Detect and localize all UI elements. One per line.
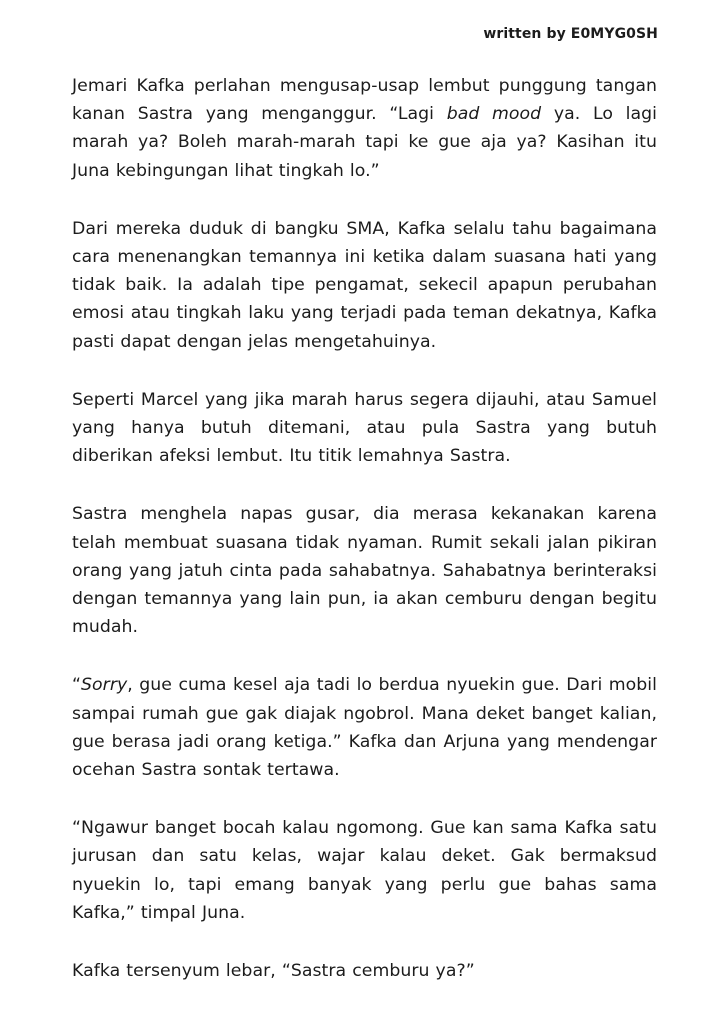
text-segment: Sastra menghela napas gusar, dia merasa kekanakan karena telah membuat suasana tidak nyaman. Rumit sekali jalan pikiran orang yang jatuh cinta pada sahabatnya. Sahabatnya berinteraksi dengan temannya yang lain pun, ia akan cemburu dengan begitu mudah. (72, 504, 657, 638)
text-segment: Kafka tersenyum lebar, “Sastra cemburu ya?” (72, 961, 475, 982)
paragraph-3 (72, 386, 657, 471)
italic-text: bad mood (446, 104, 542, 125)
text-segment: Seperti Marcel yang jika marah harus segera dijauhi, atau Samuel yang hanya butuh ditemani, atau pula Sastra yang butuh diberikan afeksi lembut. Itu titik lemahnya Sastra. (72, 389, 657, 467)
paragraph-1 (72, 72, 657, 185)
text-segment: “ (72, 675, 82, 696)
paragraph-5 (72, 671, 657, 784)
paragraph-7 (72, 957, 657, 985)
text-segment: ya. Lo lagi marah ya? Boleh marah-marah tapi ke gue aja ya? Kasihan itu Juna kebingungan lihat tingkah lo.” (72, 104, 658, 181)
text-segment: Jemari Kafka perlahan mengusap-usap lembut punggung tangan kanan Sastra yang menganggur. “Lagi (72, 76, 657, 125)
author-byline: written by E0MYG0SH (483, 26, 658, 42)
paragraph-2 (72, 215, 657, 356)
text-segment: Dari mereka duduk di bangku SMA, Kafka selalu tahu bagaimana cara menenangkan temannya ini ketika dalam suasana hati yang tidak baik. Ia adalah tipe pengamat, sekecil apapun perubahan emosi atau tingkah laku yang terjadi pada teman dekatnya, Kafka pasti dapat dengan jelas mengetahuinya. (72, 218, 657, 352)
paragraph-6 (72, 814, 657, 927)
text-segment: , gue cuma kesel aja tadi lo berdua nyuekin gue. Dari mobil sampai rumah gue gak diajak ngobrol. Mana deket banget kalian, gue berasa jadi orang ketiga.” Kafka dan Arjuna yang mendengar ocehan Sastra sontak tertawa. (72, 675, 657, 781)
story-body (72, 72, 657, 985)
italic-text: Sorry (81, 675, 128, 696)
paragraph-4 (72, 500, 657, 641)
text-segment: “Ngawur banget bocah kalau ngomong. Gue kan sama Kafka satu jurusan dan satu kelas, wajar kalau deket. Gak bermaksud nyuekin lo, tapi emang banyak yang perlu gue bahas sama Kafka,” timpal Juna. (72, 818, 657, 923)
